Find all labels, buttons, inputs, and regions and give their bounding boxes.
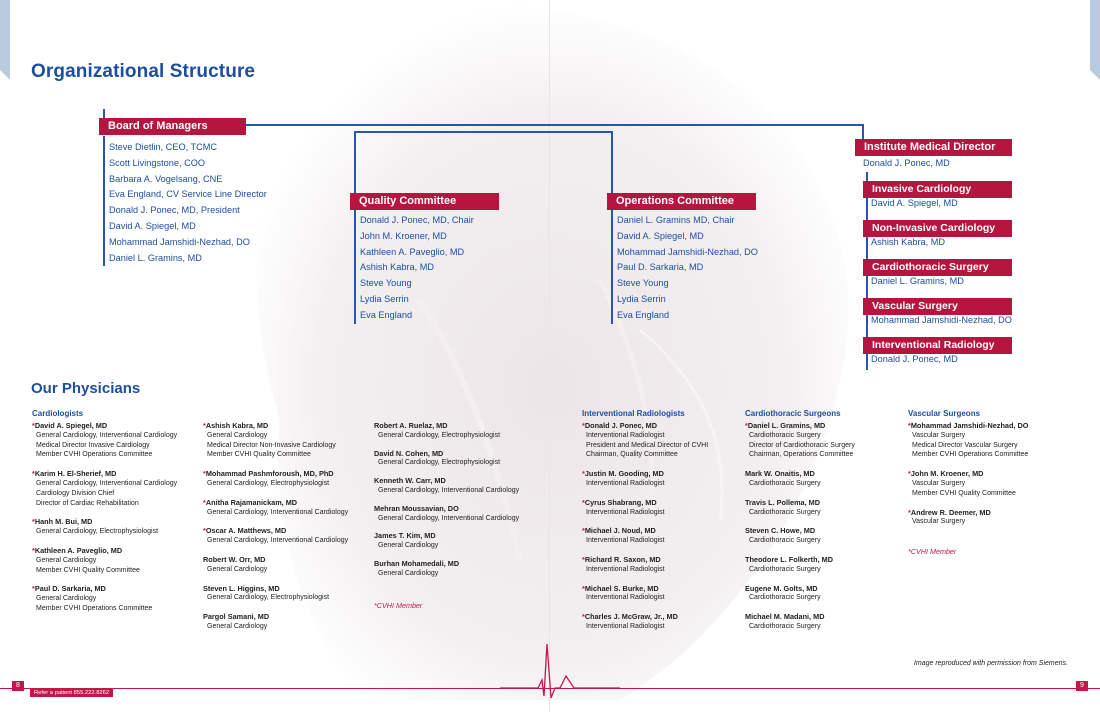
physician-entry [745,555,855,575]
list-item: David A. Spiegel, MD [617,230,704,241]
list-item: Steve Dietlin, CEO, TCMC [109,142,218,152]
list-item: John M. Kroener, MD [360,230,447,241]
physician-role: Cardiothoracic Surgery [749,594,821,602]
physician-role: Chairman, Operations Committee [749,451,854,459]
physician-role: Chairman, Quality Committee [586,451,678,459]
page-title: Organizational Structure [31,61,256,82]
list-item: Kathleen A. Paveglio, MD [360,246,465,257]
physician-role: Interventional Radiologist [586,431,665,439]
sub-name-cardiothoracic: Daniel L. Gramins, MD [871,276,964,286]
physician-role: General Cardiology, Interventional Cardiology [207,537,349,545]
physician-name-text: Michael M. Madani, MD [745,612,825,622]
physician-name [582,612,708,622]
list-item: Donald J. Ponec, MD, Chair [360,215,474,225]
physician-role: General Cardiology [207,622,268,630]
physician-role: General Cardiology, Interventional Cardiology [207,508,349,516]
physician-name [745,584,855,594]
physician-name [203,526,348,536]
sub-name-vascular: Mohammad Jamshidi-Nezhad, DO [871,315,1012,325]
physician-name [582,555,708,565]
physician-name [203,469,348,479]
image-credit: Image reproduced with permission from Siemens. [913,660,1068,667]
physician-entry [32,546,177,575]
physician-name-text: Daniel L. Gramins, MD [747,421,826,430]
cvhi-star: * [32,545,35,555]
physician-role: Medical Director Vascular Surgery [912,441,1018,449]
physician-role: General Cardiology, Interventional Cardiology [36,479,178,487]
cvhi-star: * [908,507,911,517]
physician-name-text: Robert W. Orr, MD [203,554,266,564]
physician-name-text: Oscar A. Matthews, MD [205,526,287,536]
cvhi-star: * [32,584,35,594]
ir-list [582,421,708,641]
physician-entry [908,508,1028,528]
physician-role: General Cardiology [36,595,97,603]
sub-name-noninvasive: Ashish Kabra, MD [871,237,946,247]
physician-role: General Cardiology [207,431,268,439]
physician-name-text: Kathleen A. Paveglio, MD [34,545,123,555]
cvhi-star: * [203,526,206,536]
physician-role: Cardiothoracic Surgery [749,479,821,487]
physician-name-text: Eugene M. Golts, MD [745,583,818,593]
physician-role: Medical Director Invasive Cardiology [36,441,150,449]
list-item: Mohammad Jamshidi-Nezhad, DO [617,246,758,257]
list-item: Steve Young [360,278,412,289]
physician-name-text: Michael S. Burke, MD [584,583,659,593]
physician-role: General Cardiology [36,556,97,564]
physician-role: General Cardiology, Interventional Cardiology [378,486,520,494]
physician-entry [32,469,177,508]
physician-role: Member CVHI Quality Committee [36,566,140,574]
physician-name [582,498,708,508]
operations-header: Operations Committee [607,193,756,210]
physician-name-text: Donald J. Ponec, MD [584,421,658,430]
physician-name [582,526,708,536]
physician-role: Vascular Surgery [912,431,966,439]
list-item: Steve Young [617,278,669,289]
physician-name [745,498,855,508]
list-item: Mohammad Jamshidi-Nezhad, DO [109,236,250,247]
physician-role: General Cardiology, Electrophysiologist [378,459,501,467]
cvhi-star: * [203,421,206,430]
physician-role: General Cardiology, Interventional Cardiology [36,431,178,439]
physician-name [203,612,348,622]
physician-name [745,555,855,565]
list-item: Daniel L. Gramins MD, Chair [617,215,735,225]
physician-role: Interventional Radiologist [586,537,665,545]
physician-entry [582,584,708,604]
physician-name-text: Mohammad Pashmforoush, MD, PhD [205,469,334,479]
physician-name [32,546,177,556]
physician-role: General Cardiology, Interventional Cardiology [378,514,520,522]
sub-header-noninvasive: Non-Invasive Cardiology [863,220,1012,237]
ir-heading: Interventional Radiologists [582,409,685,418]
physician-entry [203,612,348,632]
physician-name [908,421,1028,431]
physician-name-text: Pargol Samani, MD [203,612,270,622]
physician-entry [32,517,177,537]
vs-heading: Vascular Surgeons [908,409,981,418]
physician-entry [374,531,519,551]
physician-entry [32,584,177,613]
physician-name-text: Theodore L. Folkerth, MD [745,554,833,564]
physician-entry [745,612,855,632]
physician-name-text: Kenneth W. Carr, MD [374,476,446,486]
physician-entry [32,421,177,460]
physician-name-text: Richard R. Saxon, MD [584,554,661,564]
physician-entry [908,421,1028,460]
board-header: Board of Managers [99,118,246,135]
list-item: Eva England [617,309,670,320]
physician-name [582,421,708,431]
physician-role: Cardiology Division Chief [36,489,115,497]
cvhi-star: * [582,526,585,536]
physician-role: General Cardiology, Electrophysiologist [36,528,159,536]
physician-name [203,421,348,431]
sub-name-invasive: David A. Spiegel, MD [871,198,958,208]
cardiologists-col3 [374,421,519,587]
physician-entry [203,526,348,546]
ekg-pulse-icon [500,640,620,700]
physician-entry [582,612,708,632]
physician-role: Cardiothoracic Surgery [749,537,821,545]
physician-entry [374,421,519,441]
physician-role: Director of Cardiothoracic Surgery [749,441,855,449]
physician-name-text: Burhan Mohamedali, MD [374,558,460,568]
physician-name [745,421,855,431]
physician-role: General Cardiology [378,542,439,550]
physician-name [745,469,855,479]
cvhi-star: * [582,583,585,593]
list-item: Eva England, CV Service Line Director [109,189,267,200]
physician-entry [745,498,855,518]
cvhi-star: * [582,421,585,430]
physician-role: Member CVHI Quality Committee [207,451,311,459]
physician-entry [374,476,519,496]
physician-role: Medical Director Non-Invasive Cardiology [207,441,336,449]
list-item: Lydia Serrin [617,293,666,304]
physician-role: General Cardiology [378,569,439,577]
physician-name [374,476,519,486]
physician-name [374,421,519,431]
list-item: Paul D. Sarkaria, MD [617,262,704,273]
physician-name-text: Andrew R. Deemer, MD [910,507,991,517]
physician-role: Cardiothoracic Surgery [749,508,821,516]
page-number-right: 9 [1076,681,1088,691]
physician-name-text: Michael J. Noud, MD [584,526,656,536]
physician-role: Member CVHI Quality Committee [912,489,1016,497]
physician-entry [582,555,708,575]
physician-role: President and Medical Director of CVHI [586,441,709,449]
physician-name-text: Ashish Kabra, MD [205,421,269,430]
quality-header: Quality Committee [350,193,499,210]
physician-name [374,531,519,541]
physician-entry [374,504,519,524]
physician-role: General Cardiology, Electrophysiologist [207,594,330,602]
physician-role: Cardiothoracic Surgery [749,431,821,439]
physician-role: General Cardiology, Electrophysiologist [378,431,501,439]
sub-name-ir: Donald J. Ponec, MD [871,354,958,364]
physician-name [203,584,348,594]
cvhi-member-note-right: *CVHI Member [908,547,957,556]
physician-role: General Cardiology [207,565,268,573]
refer-a-patient[interactable]: Refer a patient 855.222.8262 [30,689,113,697]
connector-board-down [103,136,105,266]
cvhi-star: * [203,497,206,507]
cvhi-star: * [32,517,35,527]
institute-director: Donald J. Ponec, MD [863,158,950,168]
physician-entry [374,559,519,579]
physician-entry [745,469,855,489]
list-item: Scott Livingstone, COO [109,157,206,168]
physician-entry [582,526,708,546]
physician-role: Cardiothoracic Surgery [749,622,821,630]
physician-name [32,584,177,594]
physician-name [582,584,708,594]
cvhi-star: * [582,469,585,479]
physician-name-text: Steven L. Higgins, MD [203,583,280,593]
ct-list [745,421,855,641]
board-members [109,140,267,266]
cardiologists-heading: Cardiologists [32,409,84,418]
physician-entry [582,469,708,489]
physician-name [374,449,519,459]
physician-name-text: Mehran Moussavian, DO [374,503,459,513]
physician-entry [582,421,708,460]
physician-entry [374,449,519,469]
physician-name-text: Karim H. El-Sherief, MD [34,469,117,479]
cvhi-star: * [32,469,35,479]
physician-role: Member CVHI Operations Committee [36,604,153,612]
physician-name-text: Justin M. Gooding, MD [584,469,664,479]
physician-name-text: Mohammad Jamshidi-Nezhad, DO [910,421,1029,430]
cvhi-star: * [745,421,748,430]
cvhi-star: * [908,469,911,479]
physician-entry [203,555,348,575]
vs-list [908,421,1028,536]
physician-entry [908,469,1028,498]
physician-name-text: James T. Kim, MD [374,531,436,541]
sub-header-invasive: Invasive Cardiology [863,181,1012,198]
physician-role: Cardiothoracic Surgery [749,565,821,573]
physician-name [374,504,519,514]
physician-name-text: Cyrus Shabrang, MD [584,497,657,507]
physician-name-text: Paul D. Sarkaria, MD [34,584,106,594]
list-item: Eva England [360,309,413,320]
physician-name-text: Hanh M. Bui, MD [34,517,93,527]
cvhi-star: * [32,421,35,430]
physician-name-text: Travis L. Pollema, MD [745,497,821,507]
physician-role: Director of Cardiac Rehabilitation [36,499,139,507]
connector-institute-top [862,124,864,140]
physician-role: Member CVHI Operations Committee [912,451,1029,459]
connector-operations [611,131,613,324]
physician-entry [203,469,348,489]
physician-name [32,421,177,431]
physician-role: General Cardiology, Electrophysiologist [207,479,330,487]
physician-name [32,469,177,479]
cvhi-star: * [582,612,585,622]
physician-name [582,469,708,479]
physician-name-text: Robert A. Ruelaz, MD [374,421,448,430]
quality-members [360,213,474,324]
sub-header-cardiothoracic: Cardiothoracic Surgery [863,259,1012,276]
physician-name [203,498,348,508]
sub-header-ir: Interventional Radiology [863,337,1012,354]
physician-name [32,517,177,527]
institute-header: Institute Medical Director [855,139,1012,156]
physician-name-text: Charles J. McGraw, Jr., MD [584,612,678,622]
page-number-left: 8 [12,681,24,691]
cvhi-star: * [203,469,206,479]
physician-name [908,469,1028,479]
cvhi-star: * [582,554,585,564]
physician-name-text: John M. Kroener, MD [910,469,984,479]
cvhi-member-note-left: *CVHI Member [374,601,423,610]
physician-role: Interventional Radiologist [586,594,665,602]
physician-entry [203,498,348,518]
connector-quality [354,131,356,324]
physician-name [745,526,855,536]
physician-name [745,612,855,622]
physician-role: Member CVHI Operations Committee [36,451,153,459]
operations-members [617,213,758,324]
physician-name-text: Anitha Rajamanickam, MD [205,497,298,507]
physician-entry [745,526,855,546]
physician-role: Vascular Surgery [912,479,966,487]
physician-name-text: Mark W. Onaitis, MD [745,469,815,479]
physician-role: Interventional Radiologist [586,508,665,516]
sub-header-vascular: Vascular Surgery [863,298,1012,315]
cvhi-star: * [582,497,585,507]
physician-role: Interventional Radiologist [586,622,665,630]
list-item: Daniel L. Gramins, MD [109,252,202,263]
cardiologists-col2 [203,421,348,641]
cardiologists-col1 [32,421,177,623]
physician-entry [745,584,855,604]
physician-name-text: David N. Cohen, MD [374,448,444,458]
list-item: Barbara A. Vogelsang, CNE [109,173,223,184]
physicians-title: Our Physicians [31,380,141,397]
list-item: Lydia Serrin [360,293,409,304]
list-item: David A. Spiegel, MD [109,220,196,231]
physician-entry [745,421,855,460]
physician-name [374,559,519,569]
physician-entry [203,584,348,604]
cvhi-star: * [908,421,911,430]
physician-role: Interventional Radiologist [586,479,665,487]
physician-entry [582,498,708,518]
physician-name [203,555,348,565]
physician-role: Vascular Surgery [912,518,966,526]
ct-heading: Cardiothoracic Surgeons [745,409,841,418]
physician-name-text: David A. Spiegel, MD [34,421,108,430]
list-item: Ashish Kabra, MD [360,262,435,273]
physician-entry [203,421,348,460]
list-item: Donald J. Ponec, MD, President [109,205,240,216]
physician-name-text: Steven C. Howe, MD [745,526,816,536]
connector-committees [354,131,612,133]
physician-role: Interventional Radiologist [586,565,665,573]
physician-name [908,508,1028,518]
